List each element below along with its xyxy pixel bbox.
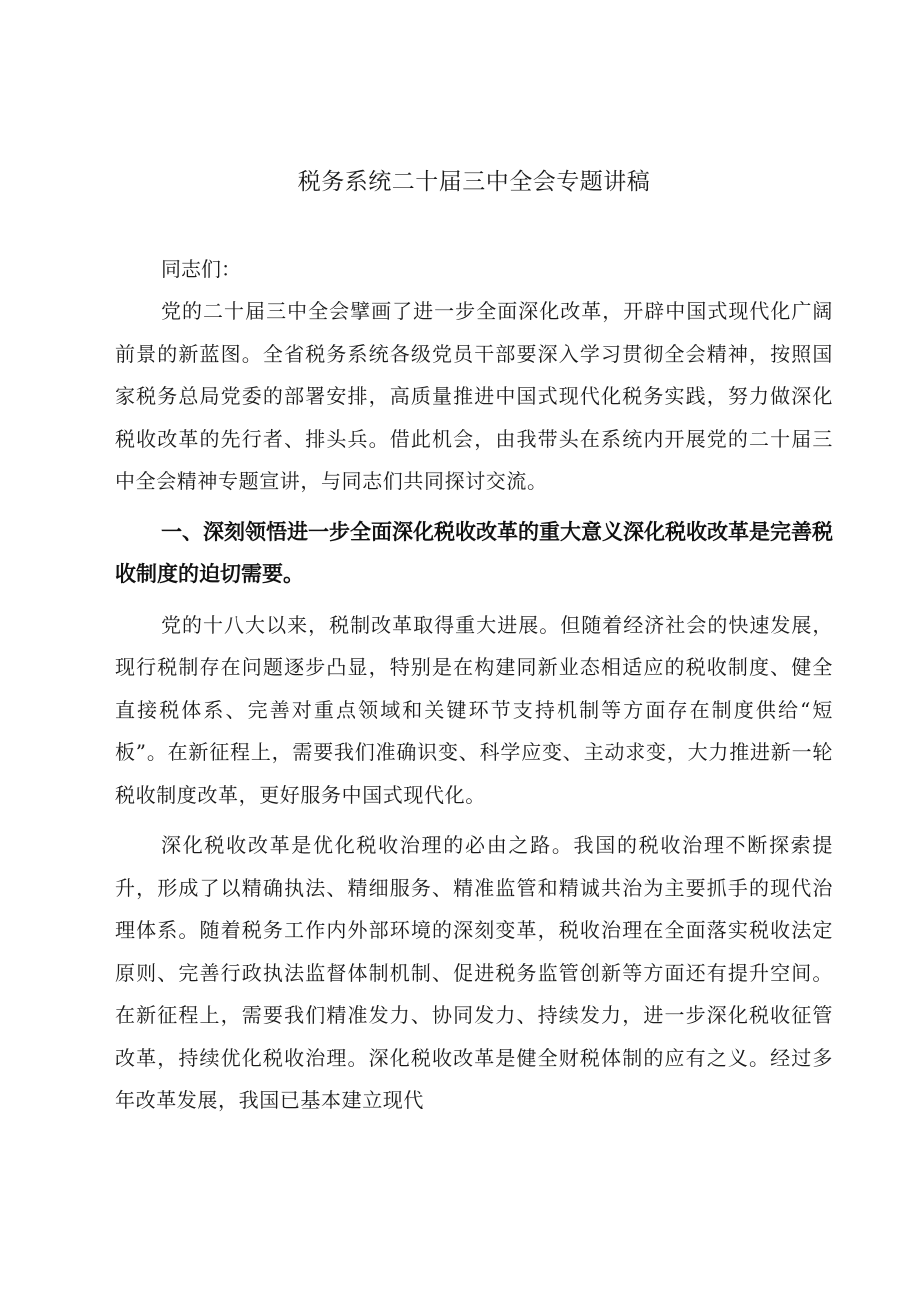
body-paragraph-2: 深化税收改革是优化税收治理的必由之路。我国的税收治理不断探索提升，形成了以精确执法、精细服务、精准监管和精诚共治为主要抓手的现代治理体系。随着税务工作内外部环境的深刻变革，税收治理在全面落实税收法定原则、完善行政执法监督体制机制、促进税务监管创新等方面还有提升空间。在新征程上，需要我们精准发力、协同发力、持续发力，进一步深化税收征管改革，持续优化税收治理。深化税收改革是健全财税体制的应有之义。经过多年改革发展，我国已基本建立现代 <box>115 833 833 1112</box>
body-paragraph-1: 党的十八大以来，税制改革取得重大进展。但随着经济社会的快速发展，现行税制存在问题逐步凸显，特别是在构建同新业态相适应的税收制度、健全直接税体系、完善对重点领域和关键环节支持机制等方面存在制度供给“短板”。在新征程上，需要我们准确识变、科学应变、主动求变，大力推进新一轮税收制度改革，更好服务中国式现代化。 <box>115 612 833 807</box>
salutation: 同志们： <box>161 257 241 281</box>
intro-paragraph: 党的二十届三中全会擘画了进一步全面深化改革，开辟中国式现代化广阔前景的新蓝图。全省税务系统各级党员干部要深入学习贯彻全会精神，按照国家税务总局党委的部署安排，高质量推进中国式现代化税务实践，努力做深化税收改革的先行者、排头兵。借此机会，由我带头在系统内开展党的二十届三中全会精神专题宣讲，与同志们共同探讨交流。 <box>115 299 833 493</box>
document-body <box>115 162 833 1130</box>
section-heading-1: 一、深刻领悟进一步全面深化税收改革的重大意义深化税收改革是完善税收制度的迫切需要。 <box>115 519 833 586</box>
document-title: 税务系统二十届三中全会专题讲稿 <box>297 169 651 195</box>
